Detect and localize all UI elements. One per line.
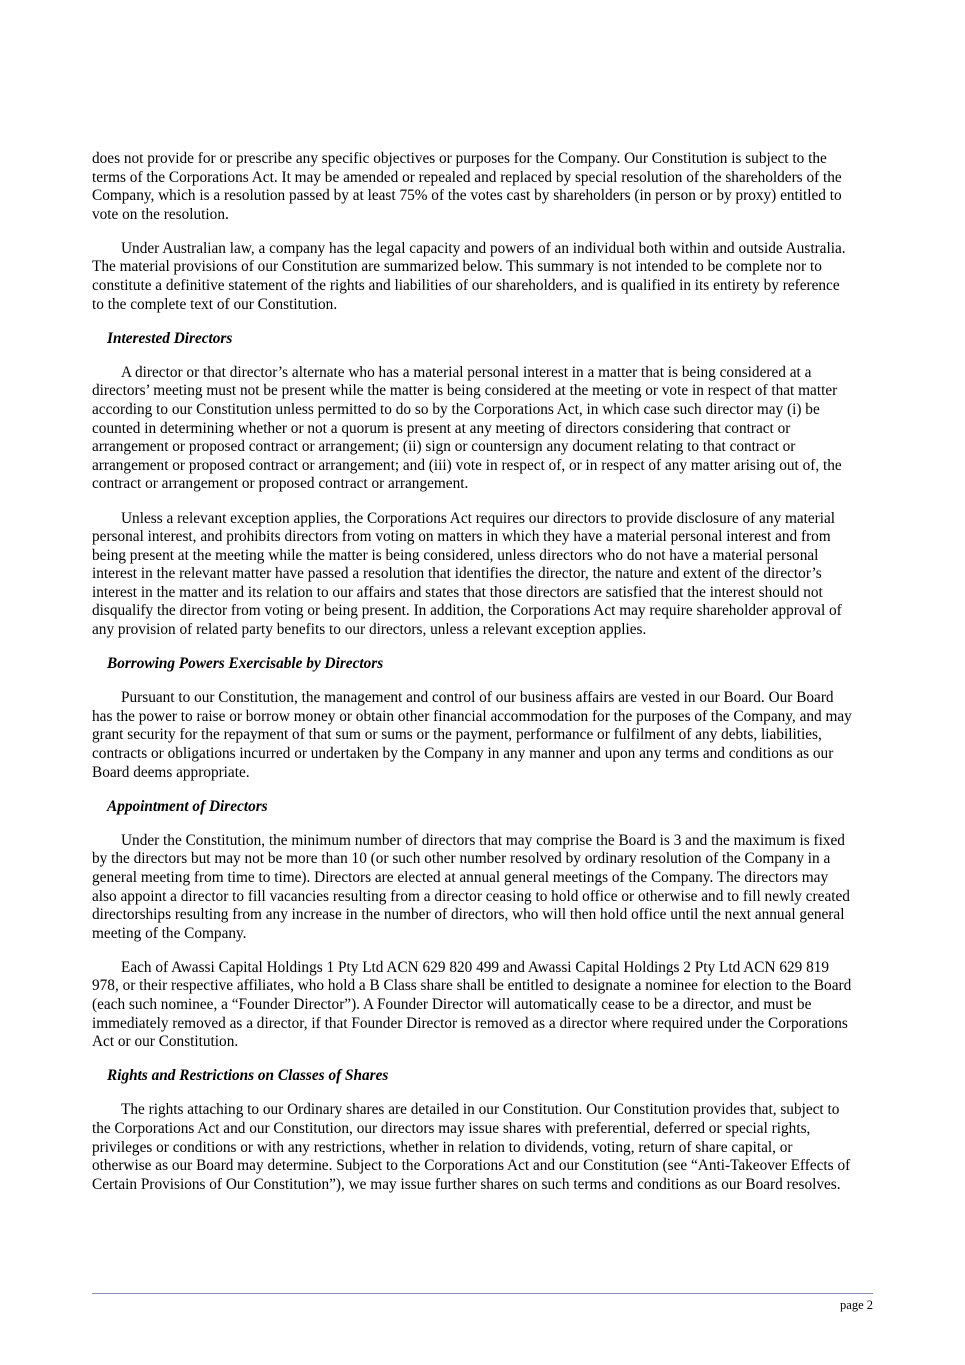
section-heading-appointment-of-directors: Appointment of Directors (107, 797, 268, 815)
section-heading-interested-directors: Interested Directors (107, 329, 233, 347)
paragraph: does not provide for or prescribe any specific objectives or purposes for the Company. Our Constitution is subject to the terms of the Corporations Act. It may be amended or repealed and replaced by special resolution of the shareholders of the Company, which is a resolution passed by at least 75% of the votes cast by shareholders (in person or by proxy) entitled to vote on the resolution. (92, 150, 842, 223)
section-heading-borrowing-powers: Borrowing Powers Exercisable by Directors (107, 655, 384, 673)
document-body (92, 150, 852, 1210)
paragraph: Unless a relevant exception applies, the Corporations Act requires our directors to provide disclosure of any material personal interest, and prohibits directors from voting on matters in which they have a material personal interest and from being present at the meeting while the matter is being considered, unless directors who do not have a material personal interest in the relevant matter have passed a resolution that identifies the director, the nature and extent of the director’s interest in the matter and its relation to our affairs and states that those directors are satisfied that the interest should not disqualify the director from voting or being present. In addition, the Corporations Act may require shareholder approval of any provision of related party benefits to our directors, unless a relevant exception applies. (92, 509, 842, 639)
section-heading-rights-and-restrictions: Rights and Restrictions on Classes of Shares (107, 1067, 389, 1085)
paragraph: Under the Constitution, the minimum number of directors that may comprise the Board is 3 and the maximum is fixed by the directors but may not be more than 10 (or such other number resolved by ordinary resolution of the Company in a general meeting from time to time). Directors are elected at annual general meetings of the Company. The directors may also appoint a director to fill vacancies resulting from a director ceasing to hold office or otherwise and to fill newly created directorships resulting from any increase in the number of directors, who will then hold office until the next annual general meeting of the Company. (92, 831, 850, 942)
footer-divider (92, 1293, 873, 1294)
page-number: page 2 (840, 1298, 873, 1312)
paragraph: A director or that director’s alternate who has a material personal interest in a matter that is being considered at a directors’ meeting must not be present while the matter is being considered at the meeting or vote in respect of that matter according to our Constitution unless permitted to do so by the Corporations Act, in which case such director may (i) be counted in determining whether or not a quorum is present at any meeting of directors considering that contract or arrangement or proposed contract or arrangement; (ii) sign or countersign any document relating to that contract or arrangement or proposed contract or arrangement; and (iii) vote in respect of, or in respect of any matter arising out of, the contract or arrangement or proposed contract or arrangement. (92, 363, 842, 493)
paragraph: Pursuant to our Constitution, the management and control of our business affairs are vested in our Board. Our Board has the power to raise or borrow money or obtain other financial accommodation for the purposes of the Company, and may grant security for the repayment of that sum or sums or the payment, performance or fulfilment of any debts, liabilities, contracts or obligations incurred or undertaken by the Company in any manner and upon any terms and conditions as our Board deems appropriate. (92, 689, 852, 781)
paragraph: Each of Awassi Capital Holdings 1 Pty Ltd ACN 629 820 499 and Awassi Capital Holdings 2 Pty Ltd ACN 629 819 978, or their respective affiliates, who hold a B Class share shall be entitled to designate a nominee for election to the Board (each such nominee, a “Founder Director”). A Founder Director will automatically cease to be a director, and must be immediately removed as a director, if that Founder Director is removed as a director where required under the Corporations Act or our Constitution. (92, 958, 852, 1051)
paragraph: Under Australian law, a company has the legal capacity and powers of an individual both within and outside Australia. The material provisions of our Constitution are summarized below. This summary is not intended to be complete nor to constitute a definitive statement of the rights and liabilities of our shareholders, and is qualified in its entirety by reference to the complete text of our Constitution. (92, 239, 846, 313)
paragraph: The rights attaching to our Ordinary shares are detailed in our Constitution. Our Constitution provides that, subject to the Corporations Act and our Constitution, our directors may issue shares with preferential, deferred or special rights, privileges or conditions or with any restrictions, whether in relation to dividends, voting, return of share capital, or otherwise as our Board may determine. Subject to the Corporations Act and our Constitution (see “Anti-Takeover Effects of Certain Provisions of Our Constitution”), we may issue further shares on such terms and conditions as our Board resolves. (92, 1101, 851, 1193)
